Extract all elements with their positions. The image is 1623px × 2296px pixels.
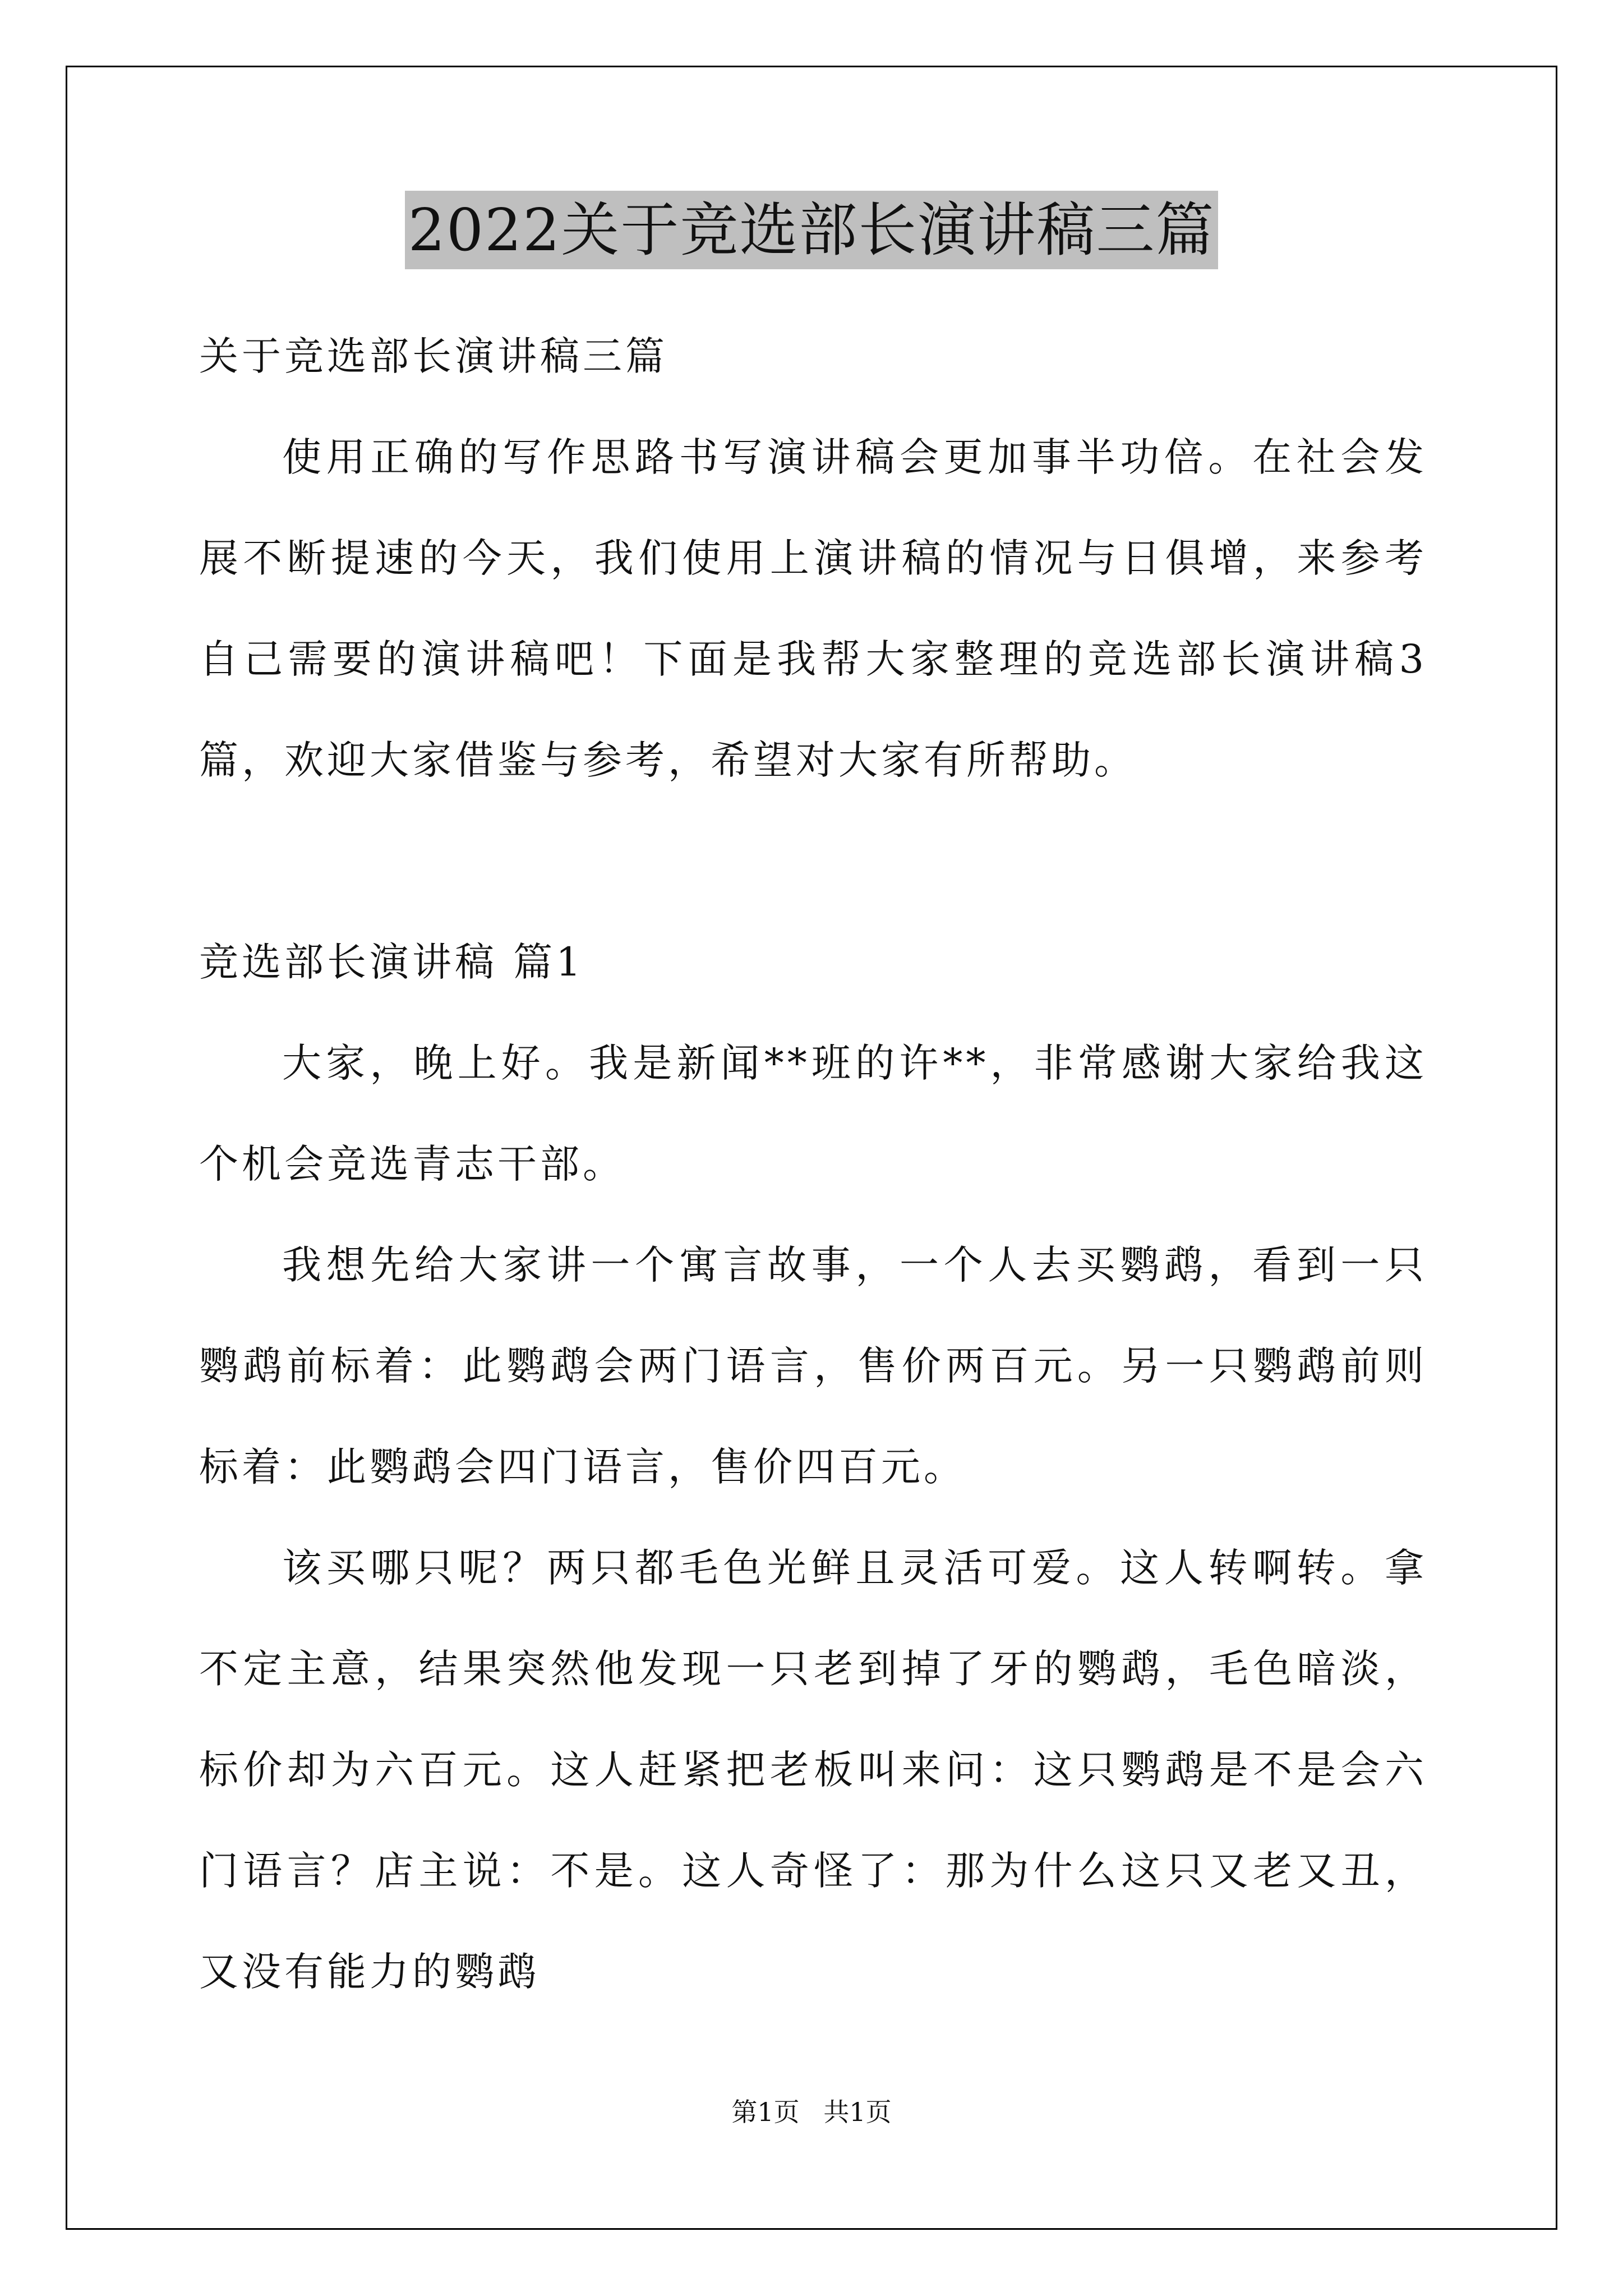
title-container — [0, 191, 1623, 269]
intro-paragraph: 使用正确的写作思路书写演讲稿会更加事半功倍。在社会发展不断提速的今天，我们使用上演讲稿的情况与日俱增，来参考自己需要的演讲稿吧！下面是我帮大家整理的竞选部长演讲稿3篇，欢迎大家借鉴与参考，希望对大家有所帮助。 — [199, 434, 1427, 783]
document-title: 2022关于竞选部长演讲稿三篇 — [405, 191, 1219, 269]
section-spacer — [199, 811, 1427, 912]
document-body — [199, 306, 1427, 2022]
body-paragraph-2: 我想先给大家讲一个寓言故事，一个人去买鹦鹉，看到一只鹦鹉前标着：此鹦鹉会两门语言，售价两百元。另一只鹦鹉前则标着：此鹦鹉会四门语言，售价四百元。 — [199, 1242, 1427, 1490]
page-total: 共1页 — [823, 2097, 892, 2127]
document-subtitle: 关于竞选部长演讲稿三篇 — [199, 333, 668, 379]
body-paragraph-1: 大家，晚上好。我是新闻**班的许**，非常感谢大家给我这个机会竞选青志干部。 — [199, 1040, 1427, 1187]
section-heading: 竞选部长演讲稿 篇1 — [199, 939, 584, 985]
page-number: 第1页 — [731, 2097, 800, 2127]
page-footer — [0, 2095, 1623, 2129]
body-paragraph-3: 该买哪只呢？两只都毛色光鲜且灵活可爱。这人转啊转。拿不定主意，结果突然他发现一只老到掉了牙的鹦鹉，毛色暗淡，标价却为六百元。这人赶紧把老板叫来问：这只鹦鹉是不是会六门语言？店主说：不是。这人奇怪了：那为什么这只又老又丑，又没有能力的鹦鹉 — [199, 1545, 1427, 1995]
